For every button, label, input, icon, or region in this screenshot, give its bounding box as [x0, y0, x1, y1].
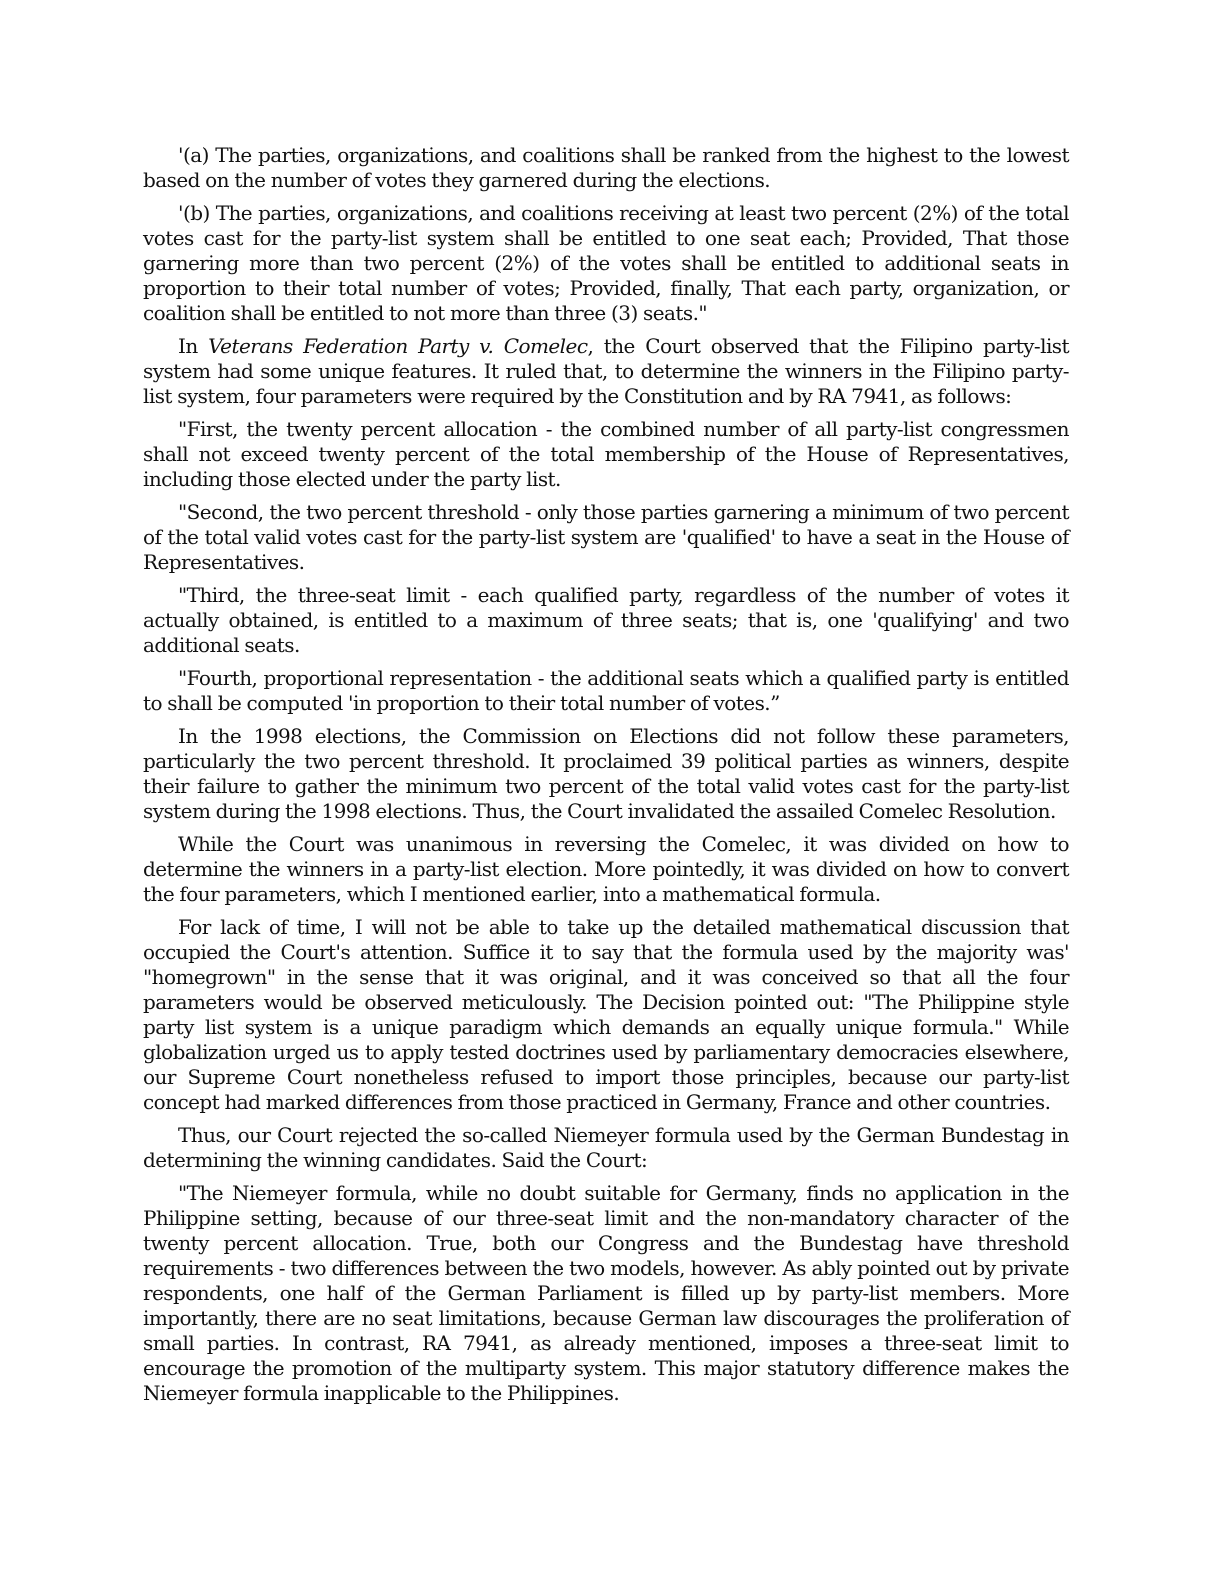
paragraph-clause-a	[143, 143, 1069, 193]
paragraph-text: "Fourth, proportional representation - the additional seats which a qualified party is entitled to shall be computed 'in proportion to their total number of votes.”	[143, 666, 1069, 715]
paragraph-text: While the Court was unanimous in reversing the Comelec, it was divided on how to determine the winners in a party-list election. More pointedly, it was divided on how to convert the four parameters, which I mentioned earlier, into a mathematical formula.	[143, 832, 1069, 906]
paragraph-text: '(a) The parties, organizations, and coalitions shall be ranked from the highest to the lowest based on the number of votes they garnered during the elections.	[143, 143, 1069, 192]
paragraph-text-before: In	[178, 334, 209, 358]
paragraph-text: "The Niemeyer formula, while no doubt suitable for Germany, finds no application in the Philippine setting, because of our three-seat limit and the non-mandatory character of the twenty percent allocation. True, both our Congress and the Bundestag have threshold requirements - two differences between the two models, however. As ably pointed out by private respondents, one half of the German Parliament is filled up by party-list members. More importantly, there are no seat limitations, because German law discourages the proliferation of small parties. In contrast, RA 7941, as already mentioned, imposes a three-seat limit to encourage the promotion of the multiparty system. This major statutory difference makes the Niemeyer formula inapplicable to the Philippines.	[143, 1181, 1069, 1405]
document-page	[143, 143, 1069, 1414]
paragraph-niemeyer-rejected	[143, 1123, 1069, 1173]
paragraph-text: "Second, the two percent threshold - only those parties garnering a minimum of two percent of the total valid votes cast for the party-list system are 'qualified' to have a seat in the House of Representatives.	[143, 500, 1069, 574]
paragraph-text: For lack of time, I will not be able to take up the detailed mathematical discussion that occupied the Court's attention. Suffice it to say that the formula used by the majority was' "homegrown" in the sense that it was original, and it was conceived so that all the four parameters would be observed meticulously. The Decision pointed out: "The Philippine style party list system is a unique paradigm which demands an equally unique formula." While globalization urged us to apply tested doctrines used by parliamentary democracies elsewhere, our Supreme Court nonetheless refused to import those principles, because our party-list concept had marked differences from those practiced in Germany, France and other countries.	[143, 915, 1069, 1114]
case-title: Veterans Federation Party v. Comelec	[208, 334, 588, 358]
paragraph-second-parameter	[143, 500, 1069, 575]
paragraph-third-parameter	[143, 583, 1069, 658]
paragraph-court-divided	[143, 832, 1069, 907]
paragraph-fourth-parameter	[143, 666, 1069, 716]
paragraph-text: '(b) The parties, organizations, and coalitions receiving at least two percent (2%) of the total votes cast for the party-list system shall be entitled to one seat each; Provided, That those garnering more than two percent (2%) of the votes shall be entitled to additional seats in proportion to their total number of votes; Provided, finally, That each party, organization, or coalition shall be entitled to not more than three (3) seats."	[143, 201, 1069, 325]
paragraph-formula-discussion	[143, 915, 1069, 1115]
paragraph-text: Thus, our Court rejected the so-called Niemeyer formula used by the German Bundestag in determining the winning candidates. Said the Court:	[143, 1123, 1069, 1172]
paragraph-text: In the 1998 elections, the Commission on Elections did not follow these parameters, particularly the two percent threshold. It proclaimed 39 political parties as winners, despite their failure to gather the minimum two percent of the total valid votes cast for the party-list system during the 1998 elections. Thus, the Court invalidated the assailed Comelec Resolution.	[143, 724, 1069, 823]
paragraph-niemeyer-quote	[143, 1181, 1069, 1406]
paragraph-first-parameter	[143, 417, 1069, 492]
paragraph-veterans-federation	[143, 334, 1069, 409]
paragraph-text-after: , the Court observed that the Filipino party-list system had some unique features. It ruled that, to determine the winners in the Filipino party-list system, four parameters were required by the Constitution and by RA 7941, as follows:	[143, 334, 1069, 408]
paragraph-text: "First, the twenty percent allocation - the combined number of all party-list congressmen shall not exceed twenty percent of the total membership of the House of Representatives, including those elected under the party list.	[143, 417, 1069, 491]
paragraph-text: "Third, the three-seat limit - each qualified party, regardless of the number of votes it actually obtained, is entitled to a maximum of three seats; that is, one 'qualifying' and two additional seats.	[143, 583, 1069, 657]
paragraph-clause-b	[143, 201, 1069, 326]
paragraph-1998-elections	[143, 724, 1069, 824]
